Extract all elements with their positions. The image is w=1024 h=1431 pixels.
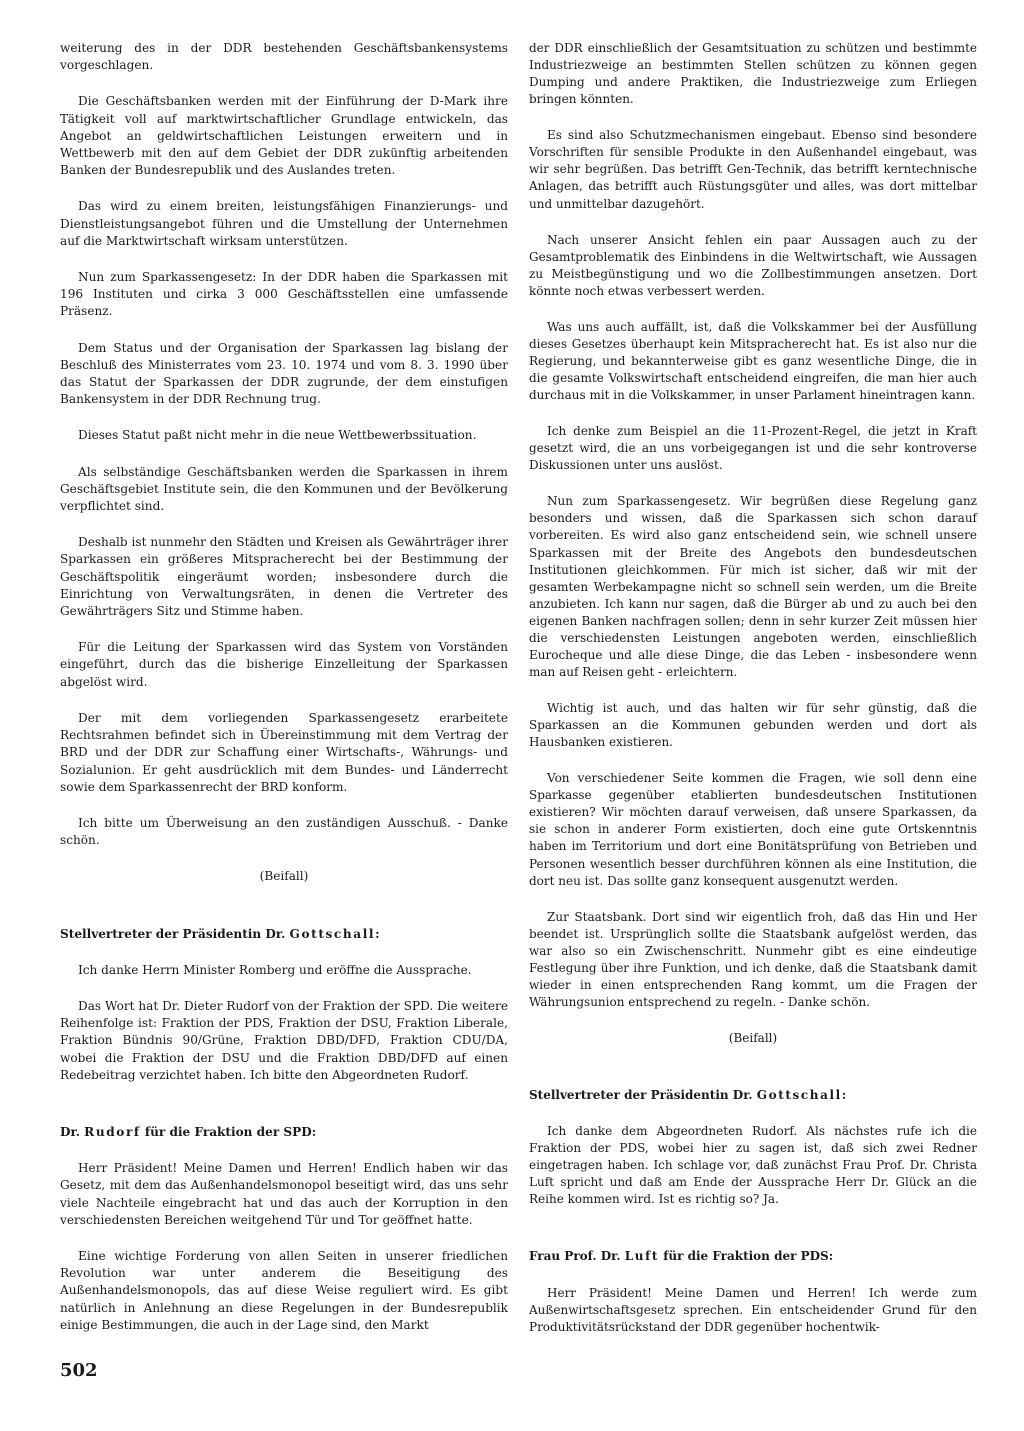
paragraph: Zur Staatsbank. Dort sind wir eigentlich froh, daß das Hin und Her beendet ist. Ursprünglich sollte die Staatsbank aufgelöst werden, das war also so ein Zwischenschritt. Nunmehr gibt es eine eindeutige Festlegung über ihre Funktion, und ich denke, daß die Staatsbank damit wieder in einen entsprechenden Rang kommt, um die Fragen der Währungsunion entsprechend zu regeln. - Danke schön. — [529, 909, 977, 1009]
speaker-role: Dr. — [60, 1124, 85, 1139]
paragraph: Der mit dem vorliegenden Sparkassengesetz erarbeitete Rechtsrahmen befindet sich in Übereinstimmung mit dem Vertrag der BRD und der DDR zur Schaffung einer Wirtschafts-, Währungs- und Sozialunion. Er geht ausdrücklich mit dem Bundes- und Länderrecht sowie dem Sparkassenrecht der BRD konform. — [60, 710, 508, 794]
paragraph: Deshalb ist nunmehr den Städten und Kreisen als Gewährträger ihrer Sparkassen ein größeres Mitspracherecht bei der Bestimmung der Geschäftspolitik eingeräumt worden; insbesondere durch die Einrichtung von Verwaltungsräten, in denen die Vertreter des Gewährträgers Sitz und Stimme haben. — [60, 535, 508, 619]
paragraph: weiterung des in der DDR bestehenden Geschäftsbankensystems vorgeschlagen. — [60, 41, 508, 73]
speaker-role: Frau Prof. Dr. — [529, 1249, 625, 1264]
paragraph: Nun zum Sparkassengesetz: In der DDR haben die Sparkassen mit 196 Instituten und cirka 3 000 Geschäftsstellen eine umfassende Präsenz. — [60, 270, 508, 319]
paragraph: Ich danke Herrn Minister Romberg und eröffne die Aussprache. — [78, 962, 472, 977]
paragraph: Es sind also Schutzmechanismen eingebaut. Ebenso sind besondere Vorschriften für sensible Produkte in den Außenhandel eingebaut, was wir sehr begrüßen. Das betrifft Gen-Technik, das betrifft kerntechnische Anlagen, das betrifft auch Rüstungsgüter und alles, was dort mittelbar und unmittelbar dazugehört. — [529, 128, 977, 211]
paragraph: Dieses Statut paßt nicht mehr in die neue Wettbewerbssituation. — [78, 428, 477, 443]
right-column — [529, 40, 977, 1336]
speaker-heading — [529, 1248, 977, 1265]
speaker-suffix: : — [375, 926, 380, 941]
paragraph: Was uns auch auffällt, ist, daß die Volkskammer bei der Ausfüllung dieses Gesetzes überhaupt kein Mitspracherecht hat. Es ist also nur die Regierung, und bekannterweise gibt es ganz wesentliche Dinge, die in die gesamte Volkswirtschaft entscheidend eingreifen, die man hier auch durchaus mit in die Volkskammer, in unser Parlament hineintragen kann. — [529, 319, 977, 403]
paragraph: Von verschiedener Seite kommen die Fragen, wie soll denn eine Sparkasse gegenüber etablierten bundesdeutschen Institutionen existieren? Wir möchten darauf verweisen, daß unsere Sparkassen, da sie schon in anderer Form existierten, doch eine gute Ortskenntnis haben im Territorium und dort eine Bonitätsprüfung von Betrieben und Personen wesentlich besser durchführen können als eine Institution, die dort neu ist. Das sollte ganz konsequent ausgenutzt werden. — [529, 771, 977, 888]
speaker-suffix: : — [841, 1088, 847, 1103]
speaker-name: Gottschall — [289, 926, 376, 941]
paragraph: Ich danke dem Abgeordneten Rudorf. Als nächstes rufe ich die Fraktion der PDS, wobei hier zu sagen ist, daß sich zwei Redner eingetragen haben. Ich schlage vor, daß zunächst Frau Prof. Dr. Christa Luft spricht und daß am Ende der Aussprache Herr Dr. Glück an die Reihe kommen wird. Ist es richtig so? Ja. — [529, 1124, 977, 1207]
speaker-name: Rudorf — [84, 1124, 141, 1139]
paragraph: Als selbständige Geschäftsbanken werden die Sparkassen in ihrem Geschäftsgebiet Institute sein, die den Kommunen und der Bevölkerung verpflichtet sind. — [60, 464, 508, 514]
applause-note: (Beifall) — [259, 869, 309, 884]
speaker-heading — [60, 1124, 508, 1141]
paragraph: Ich bitte um Überweisung an den zuständigen Ausschuß. - Danke schön. — [60, 815, 508, 848]
paragraph: Nun zum Sparkassengesetz. Wir begrüßen diese Regelung ganz besonders und wissen, daß die Sparkassen sich schon darauf vorbereiten. Es wird also ganz entscheidend sein, wie schnell unsere Sparkassen mit der Breite des Angebots den bundesdeutschen Institutionen gleichkommen. Für mich ist sicher, daß wir mit der gesamten Werbekampagne nicht so schnell sein werden, um die Breite anzubieten. Ich kann nur sagen, daß die Bürger ab und zu auch bei den eigenen Banken nachfragen sollen; denn in sehr kurzer Zeit müssen hier die verschiedensten Leistungen angeboten werden, einschließlich Eurocheque und alle diese Dinge, die das Leben - insbesondere wenn man auf Reisen geht - erleichtern. — [529, 494, 977, 679]
speaker-role: Stellvertreter der Präsidentin Dr. — [60, 926, 290, 941]
paragraph: Die Geschäftsbanken werden mit der Einführung der D-Mark ihre Tätigkeit voll auf marktwirtschaftlicher Grundlage entwickeln, das Angebot an geldwirtschaftlichen Leistungen erweitern und in Wettbewerb mit den auf dem Gebiet der DDR zukünftig arbeitenden Banken der Bundesrepublik und des Auslandes treten. — [60, 94, 508, 178]
paragraph: Das Wort hat Dr. Dieter Rudorf von der Fraktion der SPD. Die weitere Reihenfolge ist: Fraktion der PDS, Fraktion der DSU, Fraktion Liberale, Fraktion Bündnis 90/Grüne, Fraktion DBD/DFD, Fraktion CDU/DA, wobei die Fraktion der DSU und die Fraktion DBD/DFD auf einen Redebeitrag verzichtet haben. Ich bitte den Abgeordneten Rudorf. — [60, 998, 508, 1082]
speaker-name: Gottschall — [756, 1088, 842, 1103]
paragraph: Dem Status und der Organisation der Sparkassen lag bislang der Beschluß des Ministerrates vom 23. 10. 1974 und vom 8. 3. 1990 über das Statut der Sparkassen der DDR zugrunde, der dem einstufigen Bankensystem in der DDR Rechnung trug. — [60, 340, 508, 407]
paragraph: Herr Präsident! Meine Damen und Herren! Endlich haben wir das Gesetz, mit dem das Außenhandelsmonopol beseitigt wird, das uns sehr viele Nachteile eingebracht hat und das auch der Korruption in den verschiedensten Bereichen weitgehend Tür und Tor geöffnet hatte. — [60, 1161, 508, 1227]
speaker-suffix: für die Fraktion der PDS: — [659, 1249, 834, 1264]
paragraph: Nach unserer Ansicht fehlen ein paar Aussagen auch zu der Gesamtproblematik des Einbindens in die Weltwirtschaft, wie Aussagen zu Meistbegünstigung und wo die Zollbestimmungen ansetzen. Dort könnte noch etwas verbessert werden. — [529, 232, 977, 298]
speaker-heading — [60, 926, 508, 943]
paragraph: der DDR einschließlich der Gesamtsituation zu schützen und bestimmte Industriezweige an bestimmten Stellen schützen zu können gegen Dumping und andere Praktiken, die Industriezweige zum Erliegen bringen könnten. — [529, 41, 977, 107]
paragraph: Ich denke zum Beispiel an die 11-Prozent-Regel, die jetzt in Kraft gesetzt wird, die an uns vorbeigegangen ist und die sehr kontroverse Diskussionen unter uns auslöst. — [529, 424, 977, 473]
paragraph: Herr Präsident! Meine Damen und Herren! Ich werde zum Außenwirtschaftsgesetz sprechen. Ein entscheidender Grund für den Produktivitätsrückstand der DDR gegenüber hochentwik- — [529, 1285, 977, 1334]
paragraph: Das wird zu einem breiten, leistungsfähigen Finanzierungs- und Dienstleistungsangebot führen und die Umstellung der Unternehmen auf die Marktwirtschaft wirksam unterstützen. — [60, 199, 508, 248]
speaker-suffix: für die Fraktion der SPD: — [140, 1124, 317, 1139]
paragraph: Eine wichtige Forderung von allen Seiten in unserer friedlichen Revolution war unter anderem die Beseitigung des Außenhandelsmonopols, das auf diese Weise reguliert wird. Es gibt natürlich in Anlehnung an diese Regelungen in der Bundesrepublik einige Bestimmungen, die auch in der Lage sind, den Markt — [60, 1248, 508, 1332]
speaker-name: Luft — [624, 1249, 660, 1264]
paragraph: Für die Leitung der Sparkassen wird das System von Vorständen eingeführt, durch das die bisherige Einzelleitung der Sparkassen abgelöst wird. — [60, 640, 508, 689]
left-column — [60, 40, 508, 1334]
speaker-heading — [529, 1087, 977, 1104]
page-number: 502 — [60, 1360, 98, 1381]
applause-note: (Beifall) — [728, 1031, 778, 1045]
paragraph: Wichtig ist auch, und das halten wir für sehr günstig, daß die Sparkassen an die Kommunen gebunden werden und dort als Hausbanken existieren. — [529, 701, 977, 750]
speaker-role: Stellvertreter der Präsidentin Dr. — [529, 1088, 757, 1103]
